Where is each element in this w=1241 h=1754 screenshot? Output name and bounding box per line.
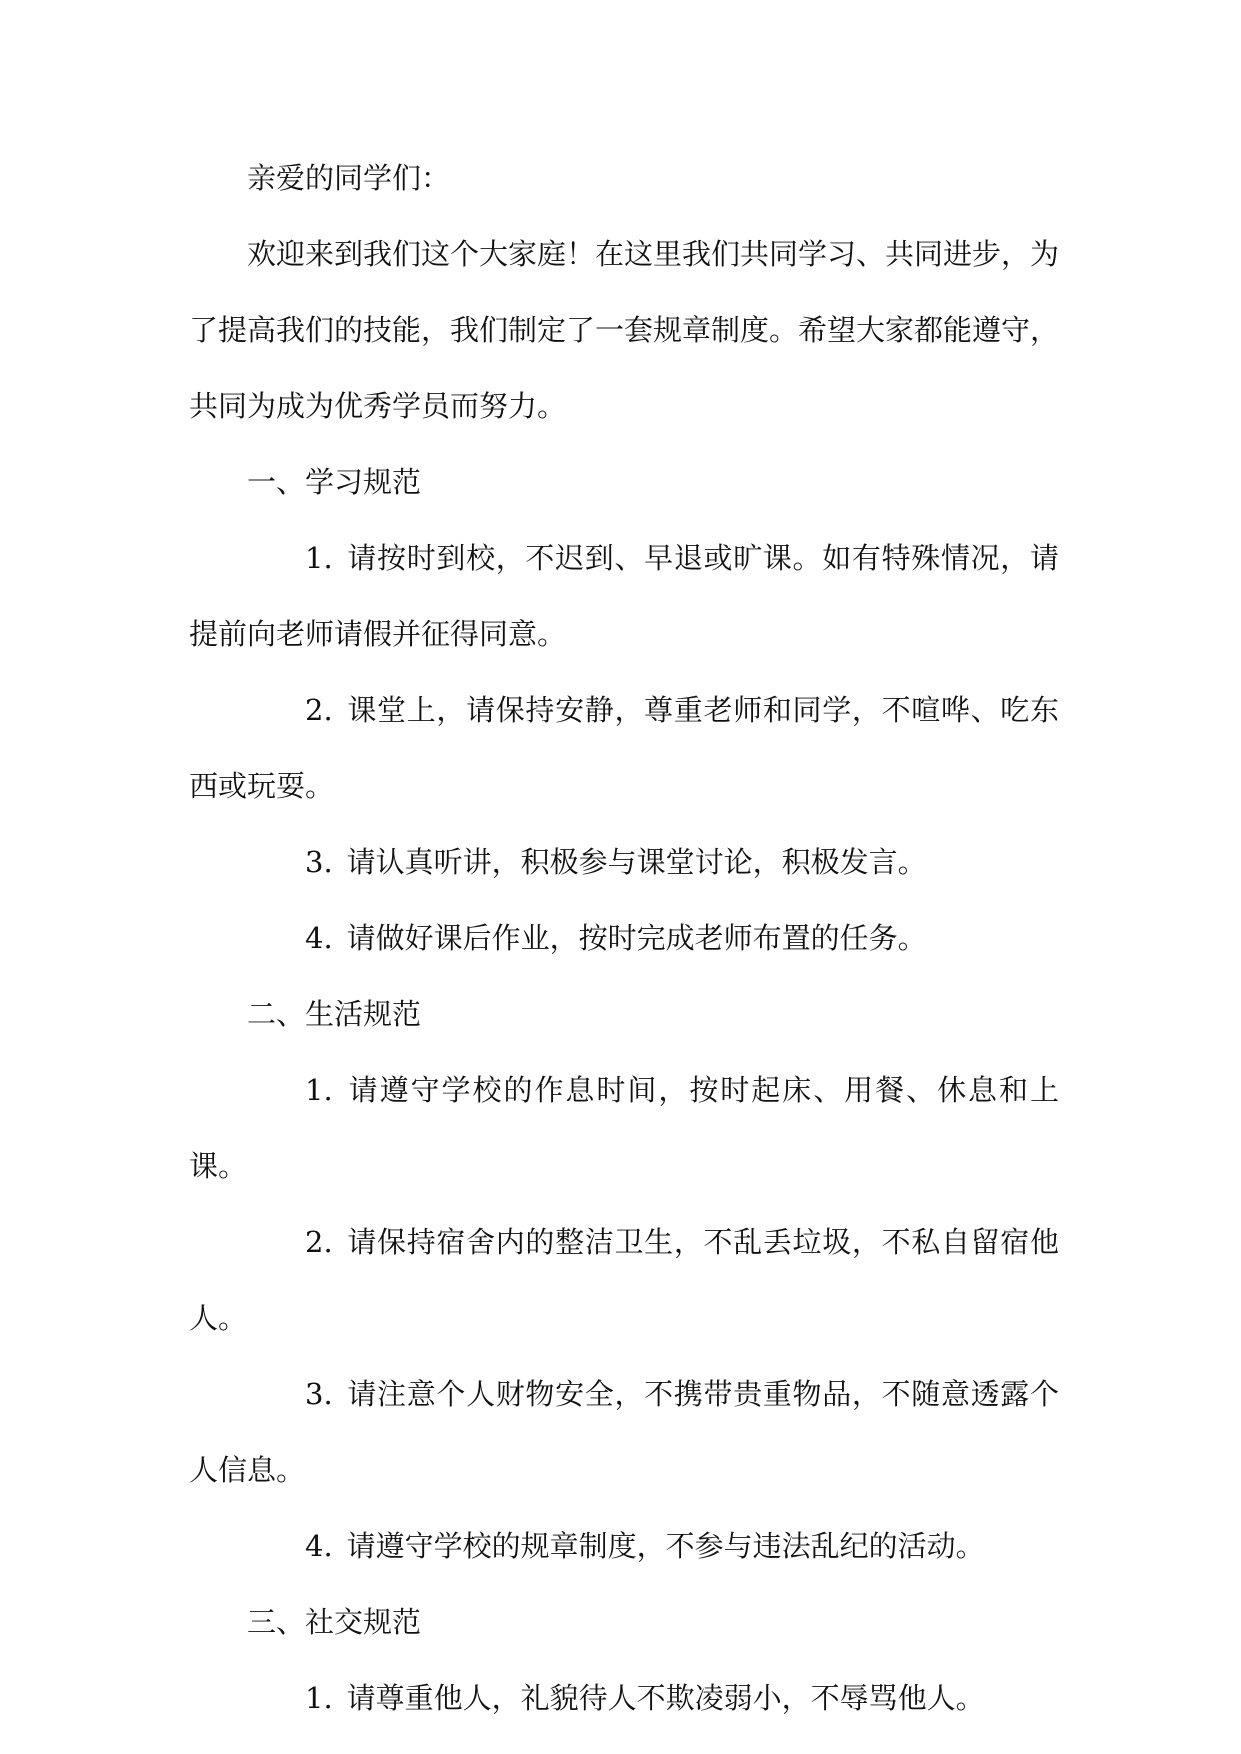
item-text: 请认真听讲，积极参与课堂讨论，积极发言。 xyxy=(346,845,927,879)
item-number: 3. xyxy=(305,1377,333,1411)
list-item xyxy=(189,520,1059,672)
list-item xyxy=(189,1052,1059,1204)
item-text: 请注意个人财物安全，不携带贵重物品，不随意透露个人信息。 xyxy=(189,1377,1059,1487)
item-number: 3. xyxy=(305,845,333,879)
item-number: 4. xyxy=(305,1529,333,1563)
item-number: 2. xyxy=(305,693,333,727)
section-heading-social: 三、社交规范 xyxy=(247,1605,422,1639)
list-item xyxy=(189,1356,1059,1508)
item-number: 2. xyxy=(305,1225,333,1259)
item-text: 请遵守学校的作息时间，按时起床、用餐、休息和上课。 xyxy=(189,1073,1059,1183)
section-heading-life: 二、生活规范 xyxy=(247,997,422,1031)
list-item xyxy=(189,900,1059,976)
list-item xyxy=(189,1660,1059,1736)
list-item xyxy=(189,1204,1059,1356)
item-text: 请尊重他人，礼貌待人不欺凌弱小，不辱骂他人。 xyxy=(346,1681,985,1715)
list-item xyxy=(189,672,1059,824)
item-number: 1. xyxy=(305,541,333,575)
list-item xyxy=(189,824,1059,900)
list-item xyxy=(189,1508,1059,1584)
item-text: 请遵守学校的规章制度，不参与违法乱纪的活动。 xyxy=(346,1529,985,1563)
section-heading-study: 一、学习规范 xyxy=(247,465,422,499)
item-text: 请保持宿舍内的整洁卫生，不乱丢垃圾，不私自留宿他人。 xyxy=(189,1225,1059,1335)
item-text: 请按时到校，不迟到、早退或旷课。如有特殊情况，请提前向老师请假并征得同意。 xyxy=(189,541,1059,651)
greeting: 亲爱的同学们： xyxy=(247,161,451,195)
item-number: 1. xyxy=(305,1073,333,1107)
item-text: 请做好课后作业，按时完成老师布置的任务。 xyxy=(346,921,927,955)
intro-paragraph: 欢迎来到我们这个大家庭！在这里我们共同学习、共同进步，为了提高我们的技能，我们制定了一套规章制度。希望大家都能遵守，共同为成为优秀学员而努力。 xyxy=(189,237,1060,423)
item-text: 课堂上，请保持安静，尊重老师和同学，不喧哗、吃东西或玩耍。 xyxy=(189,693,1059,803)
item-number: 4. xyxy=(305,921,333,955)
item-number: 1. xyxy=(305,1681,333,1715)
document-body xyxy=(189,140,1059,1736)
